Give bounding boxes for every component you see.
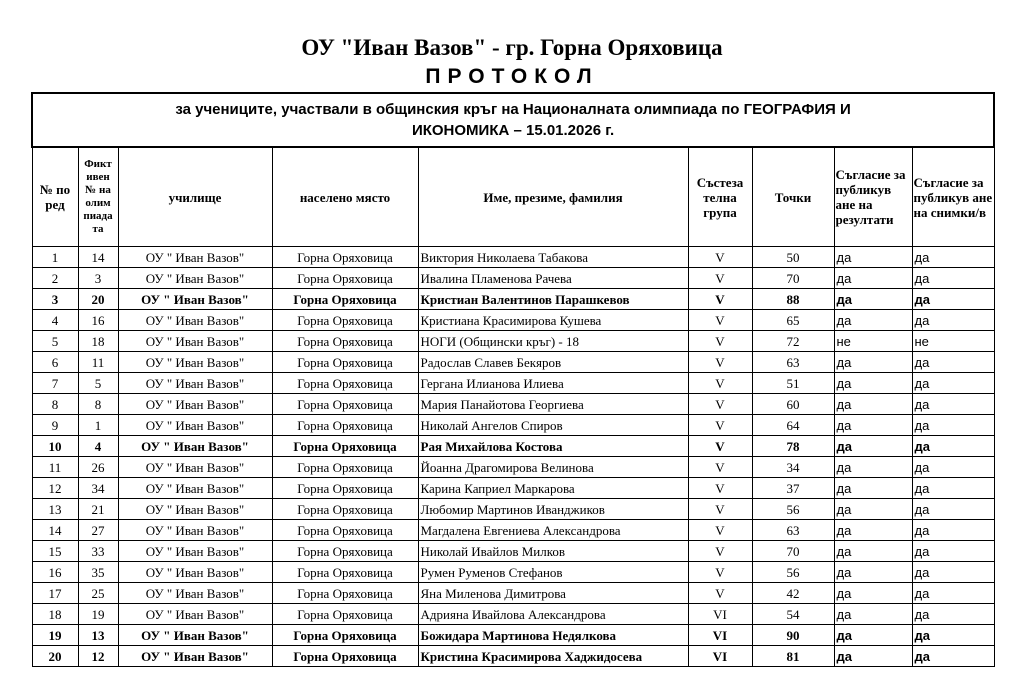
group-cell: VI [688, 646, 752, 667]
student-name: Любомир Мартинов Иванджиков [418, 499, 688, 520]
group-cell: V [688, 247, 752, 268]
student-name: Ивалина Пламенова Рачева [418, 268, 688, 289]
points-cell: 72 [752, 331, 834, 352]
student-name: Йоанна Драгомирова Велинова [418, 457, 688, 478]
student-name: Гергана Илианова Илиева [418, 373, 688, 394]
consent-results-cell: да [834, 583, 912, 604]
fictive-number: 35 [78, 562, 118, 583]
place-cell: Горна Оряховица [272, 352, 418, 373]
student-name: Кристина Красимирова Хаджидосева [418, 646, 688, 667]
col-header-name: Име, презиме, фамилия [418, 147, 688, 247]
row-number: 16 [32, 562, 78, 583]
group-cell: V [688, 541, 752, 562]
table-row [32, 478, 994, 499]
student-name: Николай Ивайлов Милков [418, 541, 688, 562]
consent-results-cell: да [834, 562, 912, 583]
place-cell: Горна Оряховица [272, 625, 418, 646]
fictive-number: 8 [78, 394, 118, 415]
consent-photos-cell: да [912, 562, 994, 583]
fictive-number: 4 [78, 436, 118, 457]
consent-results-cell: да [834, 436, 912, 457]
table-row [32, 646, 994, 667]
school-cell: ОУ " Иван Вазов" [118, 646, 272, 667]
place-cell: Горна Оряховица [272, 583, 418, 604]
points-cell: 51 [752, 373, 834, 394]
fictive-number: 1 [78, 415, 118, 436]
consent-photos-cell: да [912, 289, 994, 310]
group-cell: V [688, 268, 752, 289]
fictive-number: 13 [78, 625, 118, 646]
group-cell: V [688, 310, 752, 331]
fictive-number: 16 [78, 310, 118, 331]
row-number: 10 [32, 436, 78, 457]
consent-results-cell: да [834, 247, 912, 268]
place-cell: Горна Оряховица [272, 436, 418, 457]
col-header-points: Точки [752, 147, 834, 247]
points-cell: 56 [752, 562, 834, 583]
col-header-consent-results: Съгласие за публикув ане на резултати [834, 147, 912, 247]
place-cell: Горна Оряховица [272, 289, 418, 310]
fictive-number: 19 [78, 604, 118, 625]
table-row [32, 562, 994, 583]
group-cell: VI [688, 604, 752, 625]
student-name: Карина Каприел Маркарова [418, 478, 688, 499]
consent-results-cell: да [834, 499, 912, 520]
points-cell: 70 [752, 541, 834, 562]
points-cell: 56 [752, 499, 834, 520]
group-cell: V [688, 436, 752, 457]
row-number: 20 [32, 646, 78, 667]
fictive-number: 11 [78, 352, 118, 373]
school-cell: ОУ " Иван Вазов" [118, 352, 272, 373]
group-cell: V [688, 394, 752, 415]
school-cell: ОУ " Иван Вазов" [118, 394, 272, 415]
fictive-number: 3 [78, 268, 118, 289]
student-name: Николай Ангелов Спиров [418, 415, 688, 436]
school-cell: ОУ " Иван Вазов" [118, 373, 272, 394]
consent-results-cell: да [834, 646, 912, 667]
consent-photos-cell: да [912, 310, 994, 331]
points-cell: 34 [752, 457, 834, 478]
student-name: Божидара Мартинова Недялкова [418, 625, 688, 646]
fictive-number: 33 [78, 541, 118, 562]
school-cell: ОУ " Иван Вазов" [118, 268, 272, 289]
row-number: 6 [32, 352, 78, 373]
col-header-fict: Фикт ивен № на олим пиада та [78, 147, 118, 247]
school-cell: ОУ " Иван Вазов" [118, 310, 272, 331]
group-cell: V [688, 331, 752, 352]
school-cell: ОУ " Иван Вазов" [118, 541, 272, 562]
consent-photos-cell: да [912, 373, 994, 394]
school-cell: ОУ " Иван Вазов" [118, 478, 272, 499]
group-cell: V [688, 499, 752, 520]
consent-photos-cell: да [912, 499, 994, 520]
school-cell: ОУ " Иван Вазов" [118, 289, 272, 310]
school-cell: ОУ " Иван Вазов" [118, 520, 272, 541]
table-row [32, 604, 994, 625]
consent-photos-cell: да [912, 394, 994, 415]
place-cell: Горна Оряховица [272, 310, 418, 331]
row-number: 1 [32, 247, 78, 268]
consent-photos-cell: да [912, 583, 994, 604]
consent-results-cell: да [834, 625, 912, 646]
fictive-number: 12 [78, 646, 118, 667]
row-number: 9 [32, 415, 78, 436]
table-row [32, 352, 994, 373]
points-cell: 88 [752, 289, 834, 310]
student-name: Кристиана Красимирова Кушева [418, 310, 688, 331]
fictive-number: 26 [78, 457, 118, 478]
results-table [31, 92, 995, 667]
fictive-number: 25 [78, 583, 118, 604]
group-cell: V [688, 457, 752, 478]
group-cell: V [688, 352, 752, 373]
student-name: Магдалена Евгениева Александрова [418, 520, 688, 541]
caption-line-1: за учениците, участвали в общинския кръг на Националната олимпиада по ГЕОГРАФИЯ И [175, 101, 851, 118]
row-number: 12 [32, 478, 78, 499]
table-row [32, 457, 994, 478]
points-cell: 37 [752, 478, 834, 499]
group-cell: V [688, 289, 752, 310]
consent-results-cell: да [834, 457, 912, 478]
table-body [32, 247, 994, 667]
col-header-consent-photos: Съгласие за публикув ане на снимки/в [912, 147, 994, 247]
col-header-group: Състеза телна група [688, 147, 752, 247]
group-cell: V [688, 583, 752, 604]
consent-photos-cell: да [912, 520, 994, 541]
row-number: 18 [32, 604, 78, 625]
consent-photos-cell: да [912, 646, 994, 667]
fictive-number: 34 [78, 478, 118, 499]
student-name: Кристиан Валентинов Парашкевов [418, 289, 688, 310]
consent-results-cell: да [834, 520, 912, 541]
consent-results-cell: да [834, 268, 912, 289]
points-cell: 63 [752, 520, 834, 541]
table-row [32, 289, 994, 310]
place-cell: Горна Оряховица [272, 541, 418, 562]
group-cell: V [688, 478, 752, 499]
school-cell: ОУ " Иван Вазов" [118, 457, 272, 478]
table-row [32, 436, 994, 457]
consent-photos-cell: да [912, 625, 994, 646]
table-row [32, 541, 994, 562]
consent-results-cell: да [834, 604, 912, 625]
points-cell: 50 [752, 247, 834, 268]
consent-photos-cell: да [912, 604, 994, 625]
student-name: Адрияна Ивайлова Александрова [418, 604, 688, 625]
points-cell: 65 [752, 310, 834, 331]
table-row [32, 310, 994, 331]
fictive-number: 5 [78, 373, 118, 394]
row-number: 4 [32, 310, 78, 331]
place-cell: Горна Оряховица [272, 562, 418, 583]
col-header-num: № по ред [32, 147, 78, 247]
row-number: 11 [32, 457, 78, 478]
consent-results-cell: да [834, 478, 912, 499]
table-row [32, 373, 994, 394]
table-row [32, 394, 994, 415]
consent-photos-cell: да [912, 268, 994, 289]
consent-photos-cell: да [912, 415, 994, 436]
protocol-title: ПРОТОКОЛ [425, 65, 599, 88]
row-number: 15 [32, 541, 78, 562]
student-name: Яна Миленова Димитрова [418, 583, 688, 604]
row-number: 19 [32, 625, 78, 646]
row-number: 3 [32, 289, 78, 310]
group-cell: V [688, 520, 752, 541]
points-cell: 60 [752, 394, 834, 415]
row-number: 14 [32, 520, 78, 541]
place-cell: Горна Оряховица [272, 499, 418, 520]
row-number: 8 [32, 394, 78, 415]
consent-results-cell: да [834, 541, 912, 562]
consent-results-cell: да [834, 289, 912, 310]
place-cell: Горна Оряховица [272, 604, 418, 625]
place-cell: Горна Оряховица [272, 478, 418, 499]
table-row [32, 499, 994, 520]
place-cell: Горна Оряховица [272, 247, 418, 268]
consent-results-cell: да [834, 415, 912, 436]
points-cell: 42 [752, 583, 834, 604]
group-cell: V [688, 415, 752, 436]
row-number: 2 [32, 268, 78, 289]
school-cell: ОУ " Иван Вазов" [118, 247, 272, 268]
consent-photos-cell: да [912, 436, 994, 457]
place-cell: Горна Оряховица [272, 457, 418, 478]
school-cell: ОУ " Иван Вазов" [118, 499, 272, 520]
place-cell: Горна Оряховица [272, 415, 418, 436]
table-row [32, 415, 994, 436]
points-cell: 78 [752, 436, 834, 457]
table-row [32, 583, 994, 604]
place-cell: Горна Оряховица [272, 331, 418, 352]
table-row [32, 625, 994, 646]
group-cell: V [688, 373, 752, 394]
consent-results-cell: да [834, 373, 912, 394]
group-cell: V [688, 562, 752, 583]
school-cell: ОУ " Иван Вазов" [118, 583, 272, 604]
fictive-number: 27 [78, 520, 118, 541]
consent-photos-cell: да [912, 247, 994, 268]
place-cell: Горна Оряховица [272, 520, 418, 541]
table-row [32, 331, 994, 352]
points-cell: 90 [752, 625, 834, 646]
points-cell: 63 [752, 352, 834, 373]
row-number: 17 [32, 583, 78, 604]
fictive-number: 14 [78, 247, 118, 268]
consent-photos-cell: да [912, 478, 994, 499]
school-cell: ОУ " Иван Вазов" [118, 415, 272, 436]
col-header-school: училище [118, 147, 272, 247]
consent-results-cell: да [834, 310, 912, 331]
consent-photos-cell: да [912, 541, 994, 562]
table-row [32, 268, 994, 289]
student-name: Рая Михайлова Костова [418, 436, 688, 457]
fictive-number: 18 [78, 331, 118, 352]
table-row [32, 247, 994, 268]
consent-results-cell: да [834, 352, 912, 373]
student-name: Румен Руменов Стефанов [418, 562, 688, 583]
place-cell: Горна Оряховица [272, 646, 418, 667]
points-cell: 54 [752, 604, 834, 625]
student-name: Мария Панайотова Георгиева [418, 394, 688, 415]
student-name: Виктория Николаева Табакова [418, 247, 688, 268]
place-cell: Горна Оряховица [272, 268, 418, 289]
student-name: Радослав Славев Бекяров [418, 352, 688, 373]
consent-results-cell: да [834, 394, 912, 415]
school-cell: ОУ " Иван Вазов" [118, 562, 272, 583]
row-number: 13 [32, 499, 78, 520]
table-row [32, 520, 994, 541]
consent-photos-cell: не [912, 331, 994, 352]
school-cell: ОУ " Иван Вазов" [118, 604, 272, 625]
school-cell: ОУ " Иван Вазов" [118, 331, 272, 352]
consent-photos-cell: да [912, 352, 994, 373]
group-cell: VI [688, 625, 752, 646]
row-number: 5 [32, 331, 78, 352]
points-cell: 64 [752, 415, 834, 436]
consent-results-cell: не [834, 331, 912, 352]
place-cell: Горна Оряховица [272, 373, 418, 394]
school-title: ОУ "Иван Вазов" - гр. Горна Оряховица [301, 35, 723, 60]
place-cell: Горна Оряховица [272, 394, 418, 415]
table-caption [32, 93, 994, 147]
school-cell: ОУ " Иван Вазов" [118, 436, 272, 457]
points-cell: 70 [752, 268, 834, 289]
consent-photos-cell: да [912, 457, 994, 478]
caption-line-2: ИКОНОМИКА – 15.01.2026 г. [411, 122, 615, 139]
row-number: 7 [32, 373, 78, 394]
points-cell: 81 [752, 646, 834, 667]
fictive-number: 20 [78, 289, 118, 310]
student-name: НОГИ (Общински кръг) - 18 [418, 331, 688, 352]
col-header-place: населено място [272, 147, 418, 247]
fictive-number: 21 [78, 499, 118, 520]
school-cell: ОУ " Иван Вазов" [118, 625, 272, 646]
